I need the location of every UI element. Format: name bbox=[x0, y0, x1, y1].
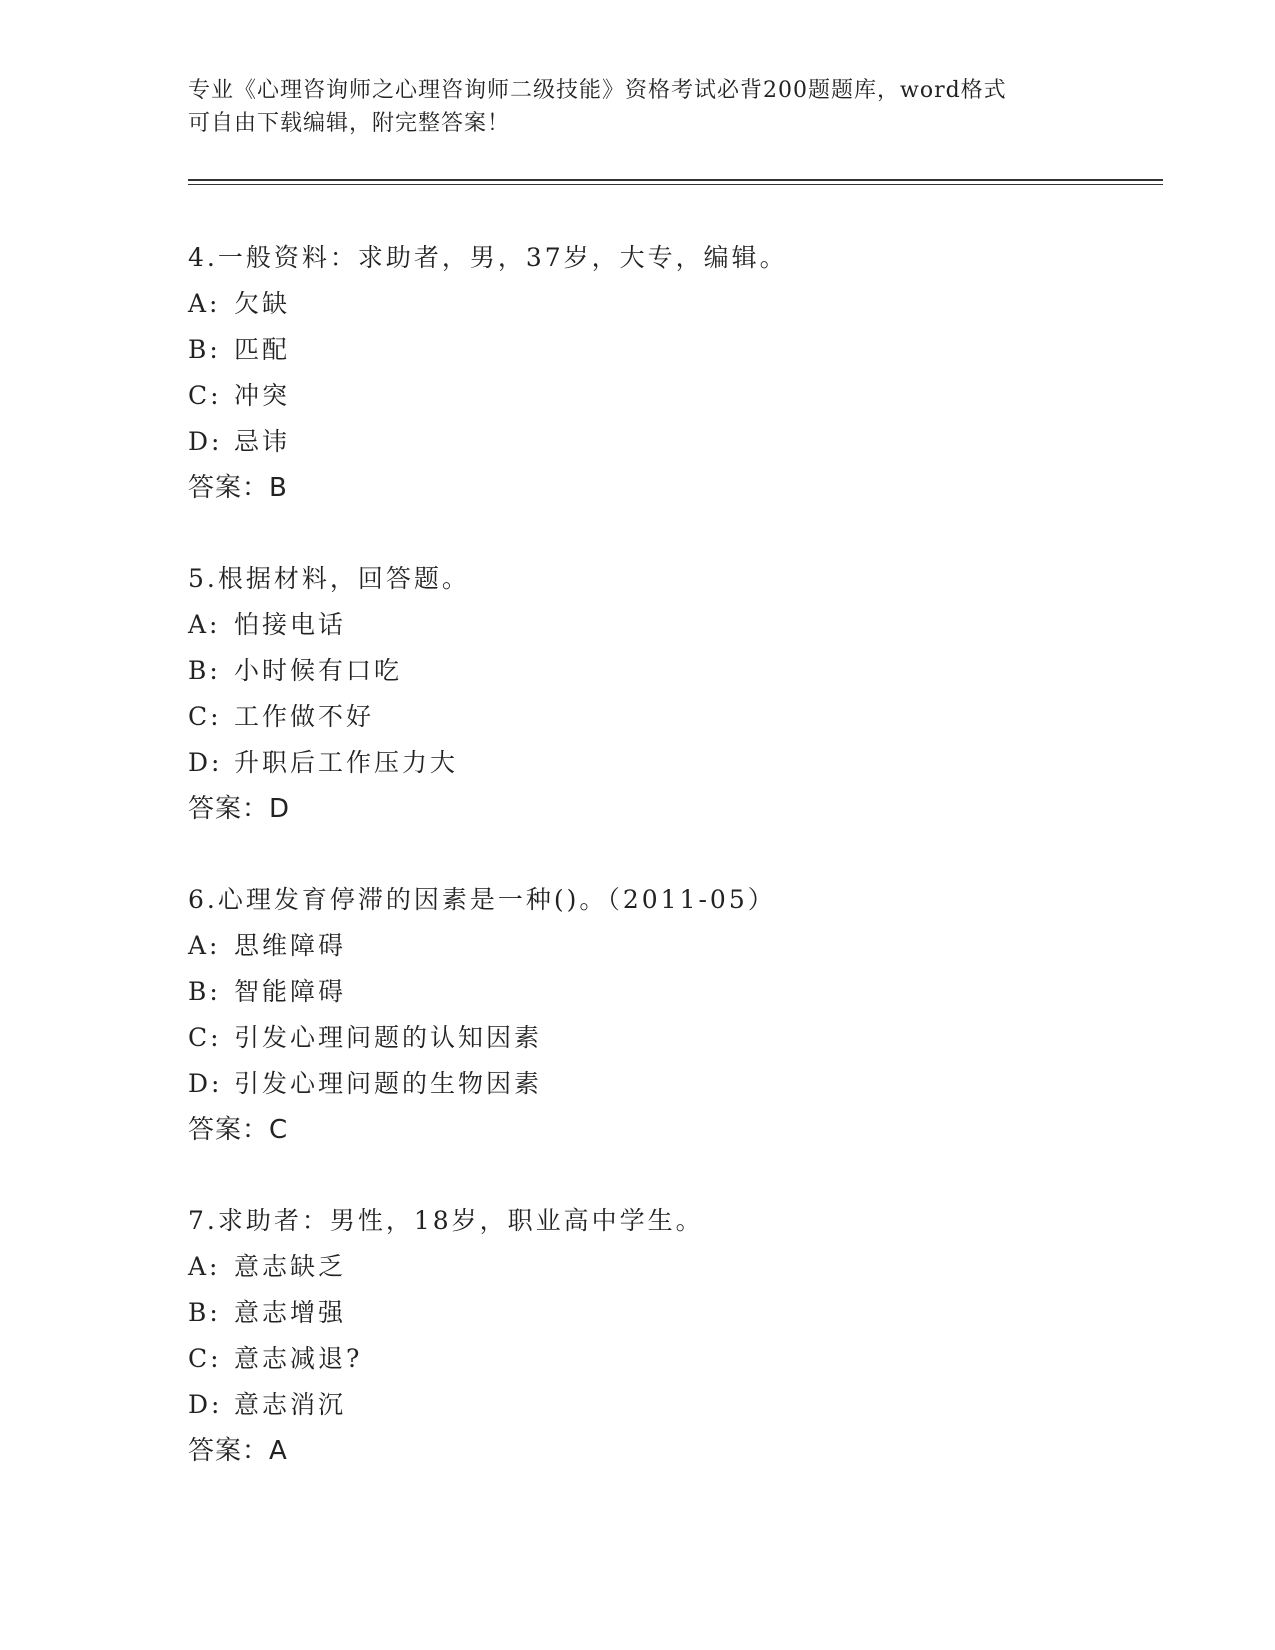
option-text: 欠缺 bbox=[234, 289, 291, 318]
answer-line: 答案：C bbox=[188, 1115, 289, 1145]
option-key: D: bbox=[188, 748, 223, 777]
document-header bbox=[188, 74, 1088, 140]
option-text: 怕接电话 bbox=[234, 610, 347, 639]
option-d bbox=[188, 740, 470, 786]
option-key: A: bbox=[188, 610, 221, 639]
option-key: A: bbox=[188, 289, 221, 318]
option-text: 忌讳 bbox=[234, 427, 291, 456]
option-d bbox=[188, 419, 788, 465]
question-stem: 5.根据材料，回答题。 bbox=[188, 564, 470, 593]
option-key: A: bbox=[188, 1252, 221, 1281]
option-text: 思维障碍 bbox=[234, 931, 347, 960]
option-d bbox=[188, 1061, 776, 1107]
option-a bbox=[188, 281, 788, 327]
option-text: 意志增强 bbox=[234, 1298, 347, 1327]
option-b bbox=[188, 648, 470, 694]
option-c bbox=[188, 373, 788, 419]
header-divider-thin bbox=[188, 184, 1163, 185]
option-text: 工作做不好 bbox=[234, 702, 375, 731]
question-block bbox=[188, 556, 470, 832]
answer-line: 答案：D bbox=[188, 794, 291, 824]
question-block bbox=[188, 1198, 704, 1474]
option-c bbox=[188, 1336, 704, 1382]
option-key: C: bbox=[188, 381, 222, 410]
option-b bbox=[188, 327, 788, 373]
option-key: C: bbox=[188, 1344, 222, 1373]
option-text: 匹配 bbox=[234, 335, 291, 364]
option-c bbox=[188, 1015, 776, 1061]
option-d bbox=[188, 1382, 704, 1428]
option-key: B: bbox=[188, 335, 221, 364]
option-text: 意志减退? bbox=[234, 1344, 363, 1373]
option-key: B: bbox=[188, 656, 221, 685]
question-block bbox=[188, 235, 788, 511]
option-b bbox=[188, 1290, 704, 1336]
option-key: A: bbox=[188, 931, 221, 960]
question-stem: 6.心理发育停滞的因素是一种()。（2011-05） bbox=[188, 885, 776, 914]
answer-line: 答案：A bbox=[188, 1436, 288, 1466]
option-a bbox=[188, 923, 776, 969]
option-text: 智能障碍 bbox=[234, 977, 347, 1006]
option-key: D: bbox=[188, 427, 223, 456]
answer-line: 答案：B bbox=[188, 473, 288, 503]
header-divider-thick bbox=[188, 179, 1163, 181]
option-text: 冲突 bbox=[234, 381, 291, 410]
option-key: B: bbox=[188, 977, 221, 1006]
option-key: C: bbox=[188, 702, 222, 731]
header-title-line-2: 可自由下载编辑，附完整答案！ bbox=[188, 111, 511, 136]
option-key: D: bbox=[188, 1069, 223, 1098]
option-a bbox=[188, 1244, 704, 1290]
option-text: 意志消沉 bbox=[234, 1390, 347, 1419]
option-text: 引发心理问题的认知因素 bbox=[234, 1023, 543, 1052]
option-c bbox=[188, 694, 470, 740]
option-text: 引发心理问题的生物因素 bbox=[234, 1069, 543, 1098]
header-title-line-1: 专业《心理咨询师之心理咨询师二级技能》资格考试必背200题题库，word格式 bbox=[188, 78, 1007, 103]
option-key: B: bbox=[188, 1298, 221, 1327]
option-text: 意志缺乏 bbox=[234, 1252, 347, 1281]
question-stem: 7.求助者：男性，18岁，职业高中学生。 bbox=[188, 1206, 704, 1235]
option-key: D: bbox=[188, 1390, 223, 1419]
option-b bbox=[188, 969, 776, 1015]
option-text: 升职后工作压力大 bbox=[234, 748, 459, 777]
question-block bbox=[188, 877, 776, 1153]
option-text: 小时候有口吃 bbox=[234, 656, 403, 685]
option-a bbox=[188, 602, 470, 648]
option-key: C: bbox=[188, 1023, 222, 1052]
question-stem: 4.一般资料：求助者，男，37岁，大专，编辑。 bbox=[188, 243, 788, 272]
